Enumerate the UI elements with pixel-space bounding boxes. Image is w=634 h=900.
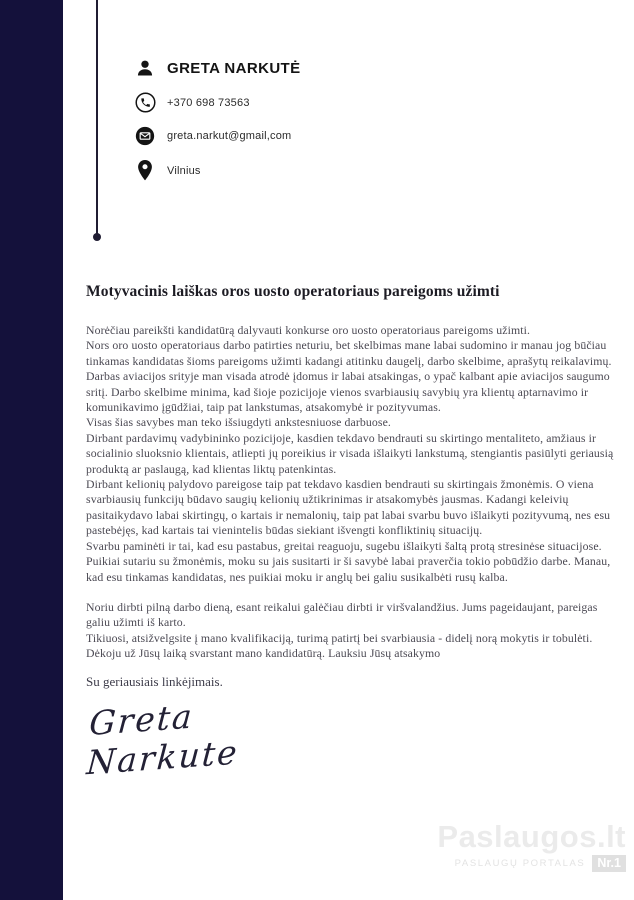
contact-phone-row	[132, 92, 301, 113]
letter-body	[86, 323, 615, 662]
letter-paragraph: Noriu dirbti pilną darbo dieną, esant reikalui galėčiau dirbti ir viršvalandžius. Jums pageidaujant, pareigas galiu užimti iš karto.	[86, 599, 598, 630]
contact-phone: +370 698 73563	[167, 96, 250, 109]
letter-paragraph: Svarbu paminėti ir tai, kad esu pastabus, greitai reaguoju, sugebu išlaikyti šaltą protą stresinėse situacijose. Puikiai sutariu su žmonėmis, moku su jais susitarti ir ši savybė labai praverčia tokio pobūdžio darbe. Manau, kad esu tinkamas kandidatas, nes puikiai moku ir anglų bei galiu susikalbėti rusų kalba.	[86, 538, 611, 584]
letter-paragraph: Dirbant pardavimų vadybininko pozicijoje, kasdien tekdavo bendrauti su skirtingo mentaliteto, amžiaus ir socialinio sluoksnio klientais, atliepti jų poreikius ir visada išlaikyti lankstumą, stengiantis pasiūlyti geriausią produktą ar paslaugą, kad klientas liktų patenkintas.	[86, 430, 614, 476]
contact-location: Vilnius	[167, 164, 201, 177]
location-pin-icon	[132, 159, 158, 182]
letter-title: Motyvacinis laiškas oros uosto operatoriaus pareigoms užimti	[86, 283, 500, 300]
contact-name-row	[132, 58, 301, 78]
watermark-nr1-badge: Nr.1	[592, 855, 626, 872]
watermark-brand-logo: Paslaugos.lt	[437, 819, 626, 854]
letter-paragraph: Norėčiau pareikšti kandidatūrą dalyvauti konkurse oro uosto operatoriaus pareigoms užimti.	[86, 323, 531, 337]
timeline-end-dot	[93, 233, 101, 241]
watermark-subline	[437, 855, 626, 872]
email-icon	[132, 126, 158, 146]
watermark-tagline: PASLAUGŲ PORTALAS	[454, 858, 586, 869]
contact-location-row	[132, 159, 301, 182]
timeline-line	[96, 0, 98, 236]
contact-name: GRETA NARKUTĖ	[167, 59, 301, 77]
letter-paragraph: Dirbant kelionių palydovo pareigose taip pat tekdavo kasdien bendrauti su skirtingais žmonėmis. O viena svarbiausių funkcijų būdavo saugių kelionių užtikrinimas ir atsakomybės jausmas. Kadangi keleivių pasitaikydavo labai skirtingų, o kartais ir nemalonių, taip pat labai svarbu buvo išlaikyti pozityvumą, nes esu pastebėjęs, kad kartais tai vienintelis būdas siekiant išvengti konfliktinių situacijų.	[86, 477, 611, 538]
contact-email-row	[132, 126, 301, 146]
letter-content	[86, 283, 615, 782]
letter-paragraph: Darbas aviacijos srityje man visada atrodė įdomus ir labai atsakingas, o ypač kalbant apie aviacijos saugumo sritį. Darbo skelbime minima, kad šioje pozicijoje vienos svarbiausių savybių yra klientų aptarnavimo ir komunikavimo įgūdžiai, taip pat lankstumas, atsakomybė ir pozityvumas.	[86, 369, 610, 415]
contact-header	[132, 58, 301, 195]
letter-paragraph: Nors oro uosto operatoriaus darbo patirties neturiu, bet skelbimas mane labai sudomino ir manau jog būčiau tinkamas kandidatas šioms pareigoms užimti kadangi atitinku daugelį, darbo skelbime, aprašytų reikalavimų.	[86, 338, 612, 368]
left-accent-stripe	[0, 0, 63, 900]
paslaugos-watermark	[437, 819, 626, 872]
phone-icon	[132, 92, 158, 113]
paragraph-gap	[86, 585, 615, 600]
letter-sign-off: Su geriausiais linkėjimais.	[86, 673, 223, 689]
handwritten-signature: Greta Narkute	[85, 695, 241, 782]
letter-paragraph: Visas šias savybes man teko išsiugdyti ankstesniuose darbuose.	[86, 415, 391, 430]
person-icon	[132, 58, 158, 78]
contact-email: greta.narkut@gmail,com	[167, 130, 292, 142]
letter-paragraph: Tikiuosi, atsižvelgsite į mano kvalifikaciją, turimą patirtį bei svarbiausia - didelį norą mokytis ir tobulėti. Dėkoju už Jūsų laiką svarstant mano kandidatūrą. Lauksiu Jūsų atsakymo	[86, 630, 593, 661]
